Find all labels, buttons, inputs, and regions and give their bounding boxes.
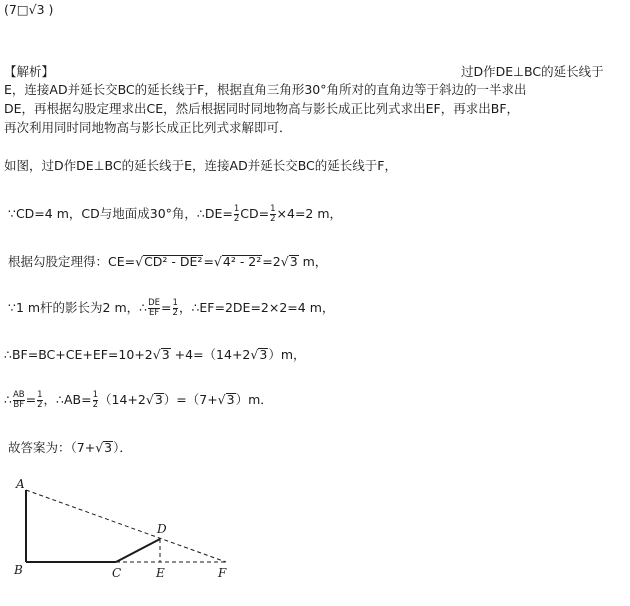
fraction-half: $\frac{1}{2}$ [172, 298, 178, 318]
answer-header: (7□√3 ) [4, 2, 54, 17]
fraction-half: $\frac{1}{2}$ [37, 390, 43, 410]
final-answer: 故答案为：（7+√3）． [8, 440, 132, 455]
fraction-half: $\frac{1}{2}$ [270, 204, 276, 224]
analysis-line-1: 过D作DE⊥BC的延长线于 [461, 64, 604, 79]
label-d: D [157, 522, 167, 536]
label-f: F [218, 566, 227, 580]
analysis-line-3: DE，再根据勾股定理求出CE，然后根据同时同地物高与影长成正比列式求出EF，再求出BF， [4, 101, 520, 116]
fraction-ab-bf: $\frac{AB}{BF}$ [12, 390, 25, 410]
label-a: A [16, 477, 25, 491]
solution-line-4: ∵1 m杆的影长为2 m，∴ $\frac{DE}{EF}$ = $\frac{1}{2}$ ，∴EF=2DE=2×2=4 m， [8, 298, 335, 318]
segment-cd [116, 539, 160, 562]
segment-af-dashed [26, 490, 226, 562]
label-b: B [14, 563, 23, 577]
analysis-line-4: 再次利用同时同地物高与影长成正比列式求解即可． [4, 120, 292, 135]
analysis-line-2: E，连接AD并延长交BC的延长线于F，根据直角三角形30°角所对的直角边等于斜边的一半求出 [4, 82, 527, 97]
solution-line-6: ∴ $\frac{AB}{BF}$ = $\frac{1}{2}$ ，∴AB= $\frac{1}{2}$ （14+2√3）=（7+√3）m． [4, 390, 273, 410]
solution-line-1: 如图，过D作DE⊥BC的延长线于E，连接AD并延长交BC的延长线于F， [4, 158, 397, 173]
solution-line-5: ∴BF=BC+CE+EF=10+2√3 +4=（14+2√3）m， [4, 347, 306, 362]
solution-line-3: 根据勾股定理得：CE=√CD² - DE²=√4² - 2²=2√3 m， [8, 254, 328, 269]
fraction-de-ef: $\frac{DE}{EF}$ [148, 298, 161, 318]
label-c: C [112, 566, 122, 580]
label-e: E [156, 566, 165, 580]
solution-line-2: ∵CD=4 m，CD与地面成30°角，∴DE= $\frac{1}{2}$ CD= $\frac{1}{2}$ ×4=2 m， [8, 204, 343, 224]
analysis-tag: 【解析】 [4, 64, 55, 79]
fraction-half: $\frac{1}{2}$ [233, 204, 240, 224]
geometry-figure [0, 470, 630, 606]
fraction-half: $\frac{1}{2}$ [92, 390, 98, 410]
